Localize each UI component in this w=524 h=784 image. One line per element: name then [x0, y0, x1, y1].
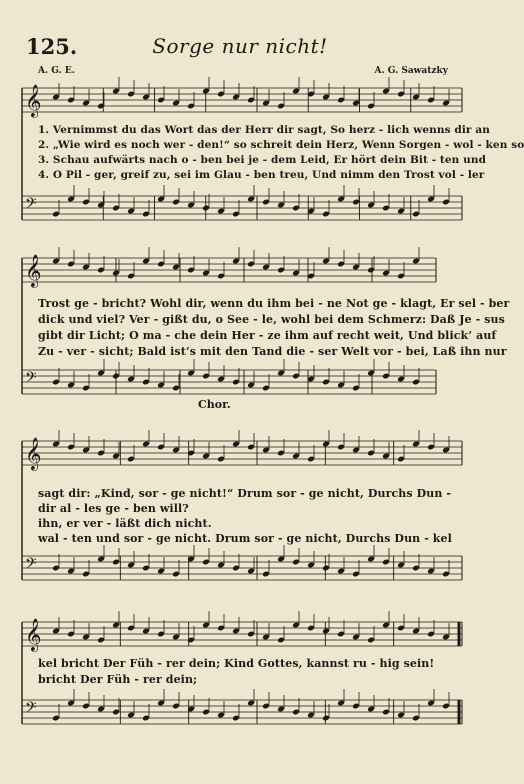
hymn-number: 125.	[26, 34, 78, 59]
bass-clef-icon: 𝄢	[25, 195, 37, 216]
lyricist-credit: A. G. E.	[38, 66, 75, 76]
lyric-line: 4. O Pil - ger, greif zu, sei im Glau - ben treu, Und nimm den Trost vol - ler	[38, 169, 485, 181]
treble-clef-icon: 𝄞	[25, 254, 42, 287]
lyric-line: 3. Schau aufwärts nach o - ben bei je - dem Leid, Er hört dein Bit - ten und	[38, 154, 487, 166]
lyric-line: Zu - ver - sicht; Bald ist’s mit den Tand die - ser Welt vor - bei, Laß ihn nur	[38, 345, 507, 358]
lyric-line: Trost ge - bricht? Wohl dir, wenn du ihm bei - ne Not ge - klagt, Er sel - ber	[38, 297, 510, 310]
lyric-line: kel bricht Der Füh - rer dein; Kind Gottes, kannst ru - hig sein!	[38, 657, 435, 670]
treble-clef-icon: 𝄞	[25, 84, 42, 117]
lyric-line: bricht Der Füh - rer dein;	[38, 673, 198, 686]
lyric-line: 1. Vernimmst du das Wort das der Herr dir sagt, So herz - lich wenns dir an	[38, 124, 490, 136]
lyric-line: sagt dir: „Kind, sor - ge nicht!“ Drum sor - ge nicht, Durchs Dun -	[38, 487, 452, 500]
lyric-line: ihn, er ver - läßt dich nicht.	[38, 517, 212, 530]
lyric-line: 2. „Wie wird es noch wer - den!“ so schreit dein Herz, Wenn Sorgen - wol - ken so	[38, 139, 524, 151]
treble-clef-icon: 𝄞	[25, 618, 42, 651]
lyric-line: dick und viel? Ver - gißt du, o See - le, wohl bei dem Schmerz: Daß Je - sus	[38, 313, 505, 326]
chorus-label: Chor.	[198, 398, 231, 411]
hymn-title: Sorge nur nicht!	[152, 34, 328, 58]
lyric-line: wal - ten und sor - ge nicht. Drum sor - ge nicht, Durchs Dun - kel	[38, 532, 452, 545]
lyric-line: gibt dir Licht; O ma - che dein Her - ze ihm auf recht weit, Und blick’ auf	[38, 329, 497, 342]
bass-clef-icon: 𝄢	[25, 369, 37, 390]
bass-clef-icon: 𝄢	[25, 555, 37, 576]
lyric-line: dir al - les ge - ben will?	[38, 502, 189, 515]
treble-clef-icon: 𝄞	[25, 437, 42, 470]
composer-credit: A. G. Sawatzky	[374, 66, 448, 76]
bass-clef-icon: 𝄢	[25, 699, 37, 720]
